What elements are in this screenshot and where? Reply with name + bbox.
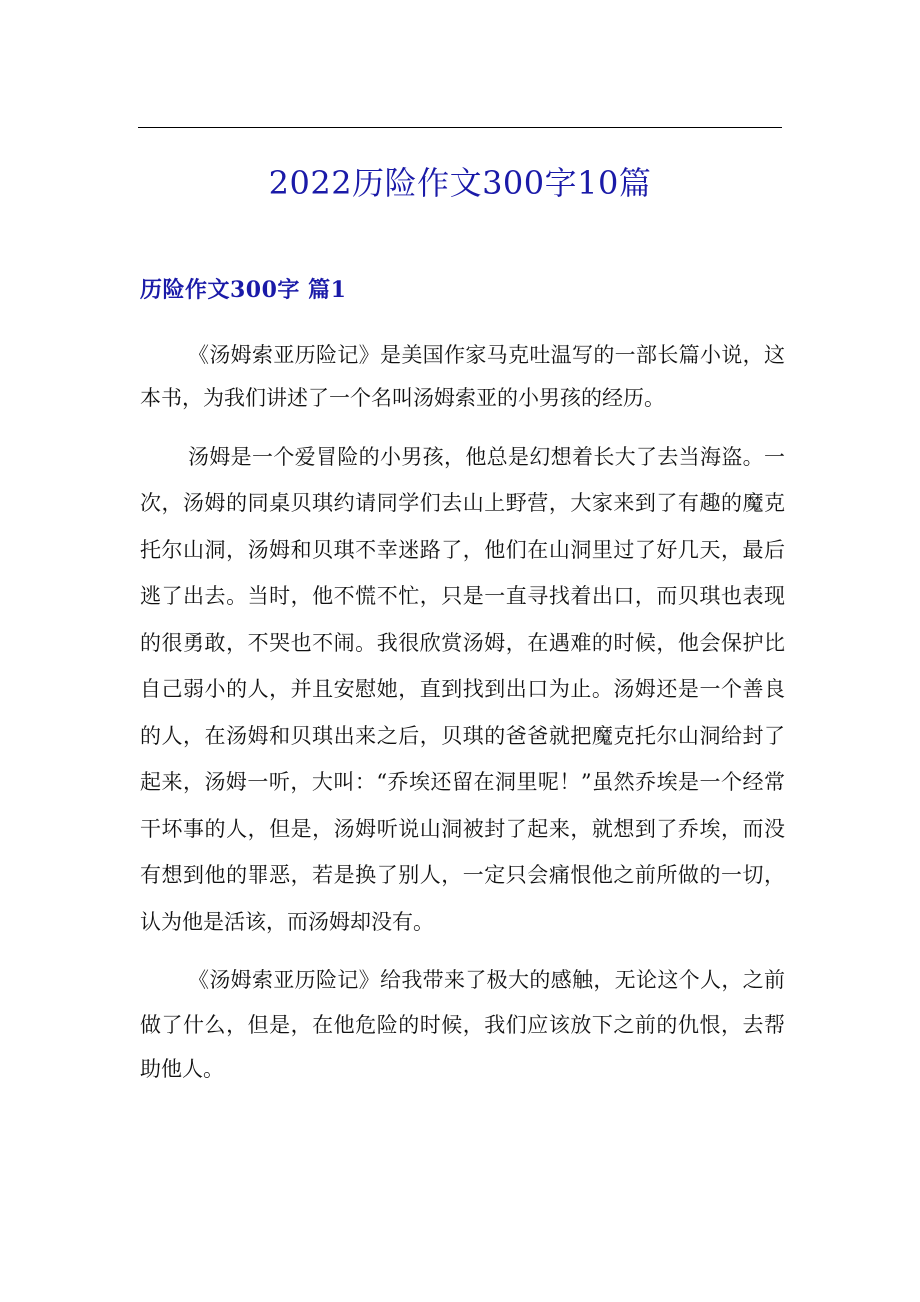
article-body [140,334,785,1105]
header-rule [138,127,782,128]
paragraph-3: 《汤姆索亚历险记》给我带来了极大的感触，无论这个人，之前做了什么，但是，在他危险的时候，我们应该放下之前的仇恨，去帮助他人。 [140,968,785,1082]
paragraph-1: 《汤姆索亚历险记》是美国作家马克吐温写的一部长篇小说，这本书，为我们讲述了一个名叫汤姆索亚的小男孩的经历。 [140,343,785,411]
paragraph-2: 汤姆是一个爱冒险的小男孩，他总是幻想着长大了去当海盗。一次，汤姆的同桌贝琪约请同学们去山上野营，大家来到了有趣的魔克托尔山洞，汤姆和贝琪不幸迷路了，他们在山洞里过了好几天，最后逃了出去。当时，他不慌不忙，只是一直寻找着出口，而贝琪也表现的很勇敢，不哭也不闹。我很欣赏汤姆，在遇难的时候，他会保护比自己弱小的人，并且安慰她，直到找到出口为止。汤姆还是一个善良的人，在汤姆和贝琪出来之后，贝琪的爸爸就把魔克托尔山洞给封了起来，汤姆一听，大叫：“乔埃还留在洞里呢！”虽然乔埃是一个经常干坏事的人，但是，汤姆听说山洞被封了起来，就想到了乔埃，而没有想到他的罪恶，若是换了别人，一定只会痛恨他之前所做的一切，认为他是活该，而汤姆却没有。 [140,444,785,934]
section-heading: 历险作文300字 篇1 [140,277,347,303]
document-title: 2022历险作文300字10篇 [268,164,652,202]
